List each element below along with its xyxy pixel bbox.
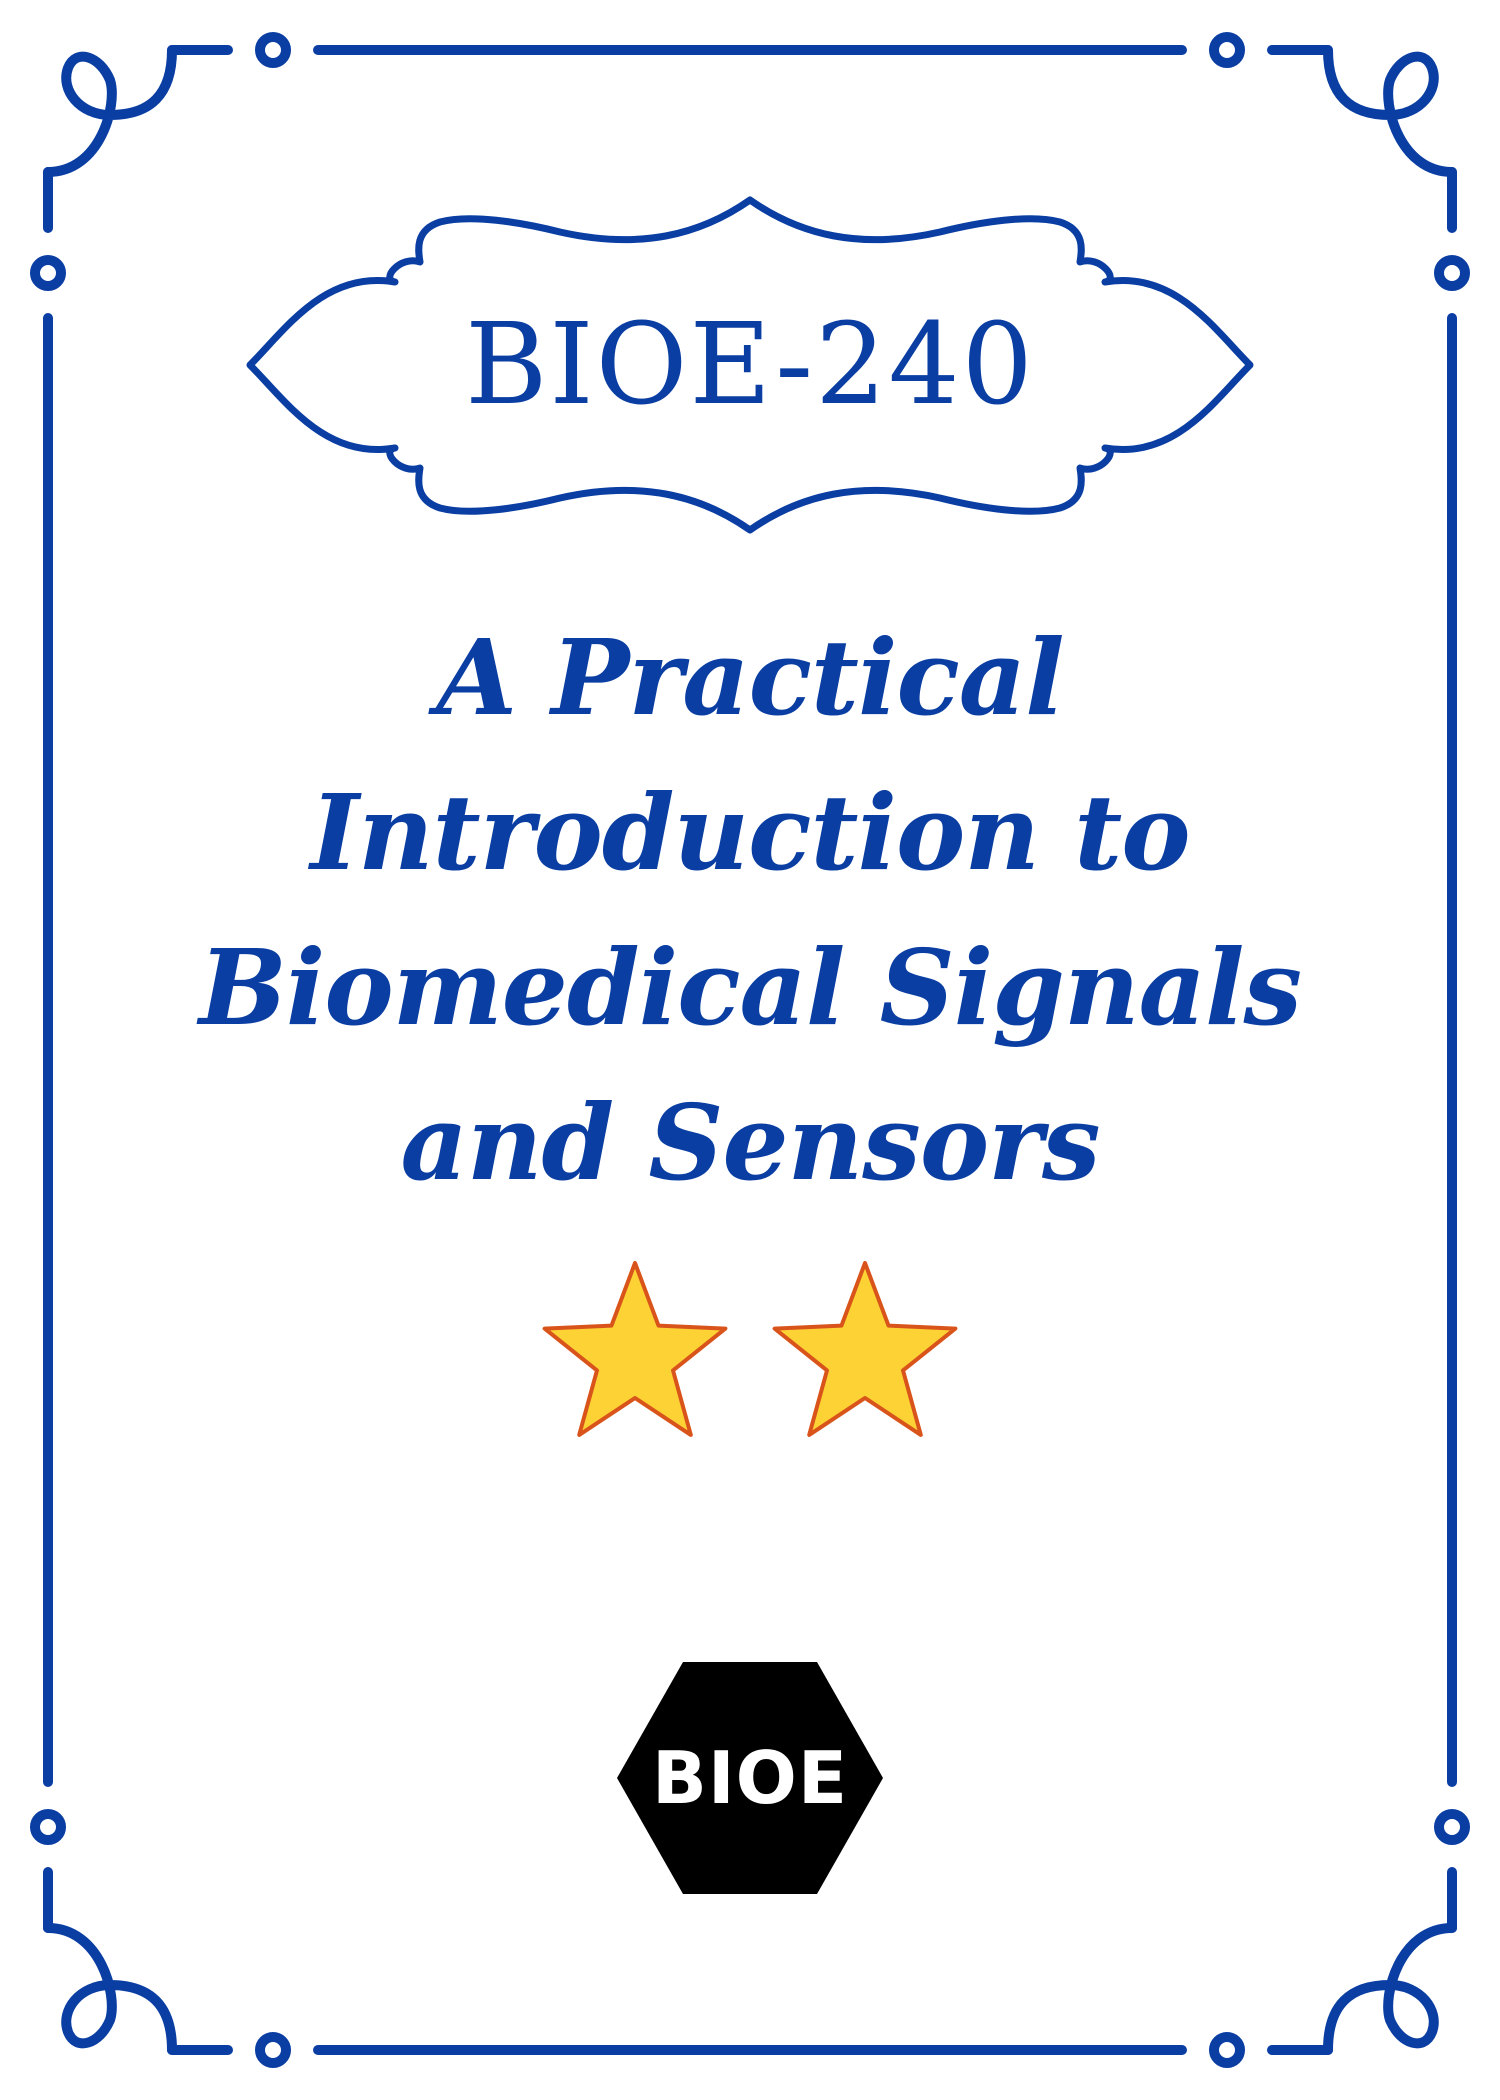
star-icon [775,1263,956,1435]
title-line: Biomedical Signals [198,926,1302,1049]
star-rating [520,1250,980,1450]
title-line: and Sensors [400,1081,1100,1204]
star-icon [545,1263,726,1435]
title-line: A Practical [436,616,1064,739]
page-title [100,600,1400,1220]
title-line: Introduction to [310,771,1190,894]
logo-text: BIOE [651,1736,849,1820]
course-code: BIOE-240 [465,300,1035,430]
